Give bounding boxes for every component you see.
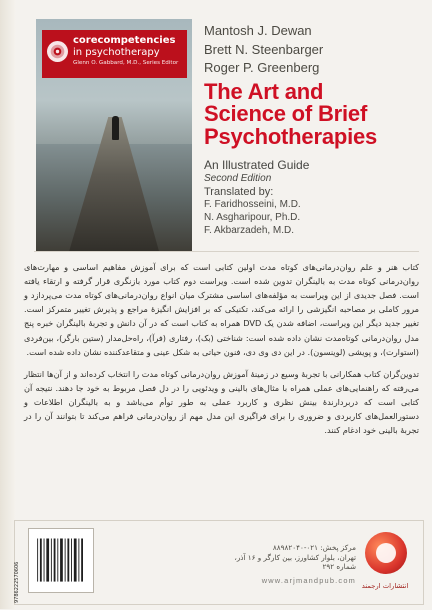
book-title	[204, 81, 421, 148]
series-editor: Glenn O. Gabbard, M.D., Series Editor	[73, 60, 179, 66]
series-banner	[42, 30, 187, 78]
publisher-contact	[214, 543, 356, 586]
barcode-icon	[33, 533, 89, 588]
subtitle-block	[204, 158, 404, 184]
title-line: The Art and	[204, 79, 324, 104]
description-paragraph: کتاب هنر و علم روان‌درمانی‌های کوتاه مدت اولین کتابی است که برای آموزش مفاهیم اساسی و مهارت‌های روان‌درمانی کوتاه مدت به بالینگران تدوین شده است. ویراست دوم کتاب مورد بازنگری قرار گرفته و ارتقاء یافته است. فصل جدیدی از این ویراست به مؤلفه‌های اساسی مشترک میان انواع روان‌درمانی‌های کوتاه مدت می‌پردازد و مرور کاملی بر مصاحبه انگیزشی را ارائه می‌کند، تکنیکی که بر افزایش انگیزهٔ مراجع و پذیرش تغییر متمرکز است. تغییر جدید دیگر این ویراست، اضافه شدن یک DVD همراه به کتاب است که در آن دانش و تجربهٔ بالینگران خبره پنج مدل روان‌درمانی کوتاه‌مدت نشان داده شده است: شناختی (بک)، رفتاری (فرآ)، راه‌حل‌مدار (ستین بارگر)، بین‌فردی (استوارت)، و پویشی (لوینسون). در این دی وی دی، فنون حیاتی به شکل عینی و متقاعدکننده نشان داده شده است.	[24, 262, 420, 357]
section-divider	[34, 251, 419, 252]
contact-line: مرکز پخش: ۰۲۱-۸۸۹۸۲۰۴۰	[272, 543, 356, 552]
author-list	[204, 22, 394, 78]
title-line: Psychotherapies	[204, 123, 378, 149]
contact-line: تهران، بلوار کشاورز، بین کارگر و ۱۶ آذر، شماره ۲۹۲	[234, 552, 356, 572]
series-competencies-word: competencies	[97, 35, 176, 46]
description-paragraph: تدوین‌گران کتاب همکارانی با تجربهٔ وسیع در زمینهٔ آموزش روان‌درمانی کوتاه مدت را انتخاب کرده‌اند و از آن‌ها انتظار می‌رفته که راهنمایی‌های عملی همراه با مثال‌های بالینی و ویدئویی را در دل فصل مربوط به خود جا دهند. نتیجه آن کتابی است که دربردارندهٔ بینش نظری و کاربرد عملی به طور توأم می‌باشد و به بالینگران اطلاعات و دستورالعمل‌های کاربردی و ضروری را برای فراگیری این مدل مهم از روان‌درمانی فراهم می‌کند تا بتوانند آن را در تجربهٔ بالینی خود ادغام کنند.	[24, 368, 419, 436]
author-name: Mantosh J. Dewan	[204, 23, 312, 38]
publisher-name: انتشارات ارجمند	[361, 582, 409, 590]
author-name: Roger P. Greenberg	[204, 60, 320, 76]
barcode-number: 9786222570606	[14, 561, 20, 603]
series-line-1	[73, 36, 181, 47]
translator-name: N. Asgharipour, Ph.D.	[204, 211, 301, 223]
person-figure	[112, 116, 119, 140]
translated-by-label: Translated by:	[204, 186, 274, 198]
series-core-word: core	[73, 35, 98, 46]
persian-description	[24, 260, 419, 445]
author-name: Brett N. Steenbarger	[204, 41, 324, 57]
series-line-2: in psychotherapy	[73, 46, 160, 58]
publisher-website: www.arjmandpub.com	[261, 576, 356, 586]
circle-logo-icon	[47, 41, 68, 62]
translator-name: F. Faridhosseini, M.D.	[204, 199, 301, 211]
series-title	[73, 36, 181, 67]
cover-left-edge	[0, 0, 16, 609]
translators-block	[204, 185, 414, 237]
translator-name: F. Akbarzadeh, M.D.	[204, 224, 295, 236]
subtitle: An Illustrated Guide	[204, 158, 310, 172]
title-line: Science of Brief	[204, 101, 368, 127]
barcode-box	[28, 528, 94, 593]
edition: Second Edition	[204, 173, 272, 184]
publisher-logo	[365, 532, 407, 574]
